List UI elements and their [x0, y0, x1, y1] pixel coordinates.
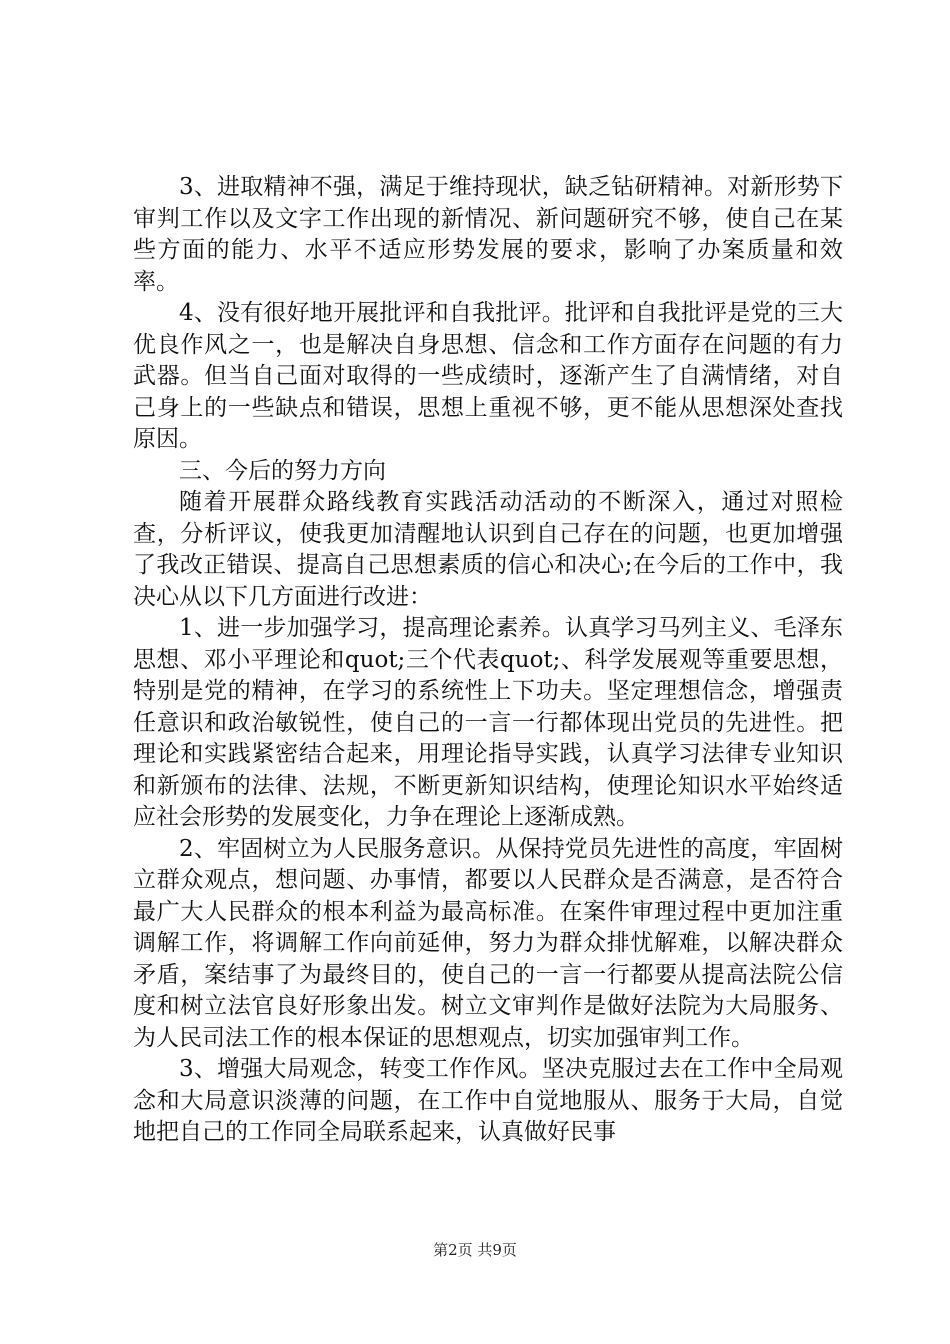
- paragraph-serve-people: 2、牢固树立为人民服务意识。从保持党员先进性的高度，牢固树立群众观点，想问题、办事情，都要以人民群众是否满意，是否符合最广大人民群众的根本利益为最高标准。在案件审理过程中更加注重调解工作，将调解工作向前延伸，努力为群众排忧解难，以解决群众矛盾，案结事了为最终目的，使自己的一言一行都要从提高法院公信度和树立法官良好形象出发。树立文审判作是做好法院为大局服务、为人民司法工作的根本保证的思想观点，切实加强审判工作。: [133, 835, 843, 1051]
- paragraph-overall-view: 3、增强大局观念，转变工作作风。坚决克服过去在工作中全局观念和大局意识淡薄的问题，在工作中自觉地服从、服务于大局，自觉地把自己的工作同全局联系起来，认真做好民事: [133, 1056, 843, 1145]
- section-heading-future-direction: 三、今后的努力方向: [179, 457, 386, 484]
- paragraph-improve-study: 1、进一步加强学习，提高理论素养。认真学习马列主义、毛泽东思想、邓小平理论和quot;三个代表quot;、科学发展观等重要思想，特别是党的精神，在学习的系统性上下功夫。坚定理想信念，增强责任意识和政治敏锐性，使自己的一言一行都体现出党员的先进性。把理论和实践紧密结合起来，用理论指导实践，认真学习法律专业知识和新颁布的法律、法规，不断更新知识结构，使理论知识水平始终适应社会形势的发展变化，力争在理论上逐渐成熟。: [133, 615, 843, 830]
- paragraph-point-4-criticism: 4、没有很好地开展批评和自我批评。批评和自我批评是党的三大优良作风之一，也是解决自身思想、信念和工作方面存在问题的有力武器。但当自己面对取得的一些成绩时，逐渐产生了自满情绪，对自己身上的一些缺点和错误，思想上重视不够，更不能从思想深处查找原因。: [133, 300, 843, 452]
- paragraph-point-3-enterprise: 3、进取精神不强，满足于维持现状，缺乏钻研精神。对新形势下审判工作以及文字工作出现的新情况、新问题研究不够，使自己在某些方面的能力、水平不适应形势发展的要求，影响了办案质量和效率。: [133, 174, 843, 295]
- document-body: [133, 172, 843, 1149]
- page-footer: 第2页 共9页: [433, 1241, 517, 1259]
- paragraph-future-intro: 随着开展群众路线教育实践活动活动的不断深入，通过对照检查，分析评议，使我更加清醒地认识到自己存在的问题，也更加增强了我改正错误、提高自己思想素质的信心和决心;在今后的工作中，我决心从以下几方面进行改进：: [133, 489, 843, 610]
